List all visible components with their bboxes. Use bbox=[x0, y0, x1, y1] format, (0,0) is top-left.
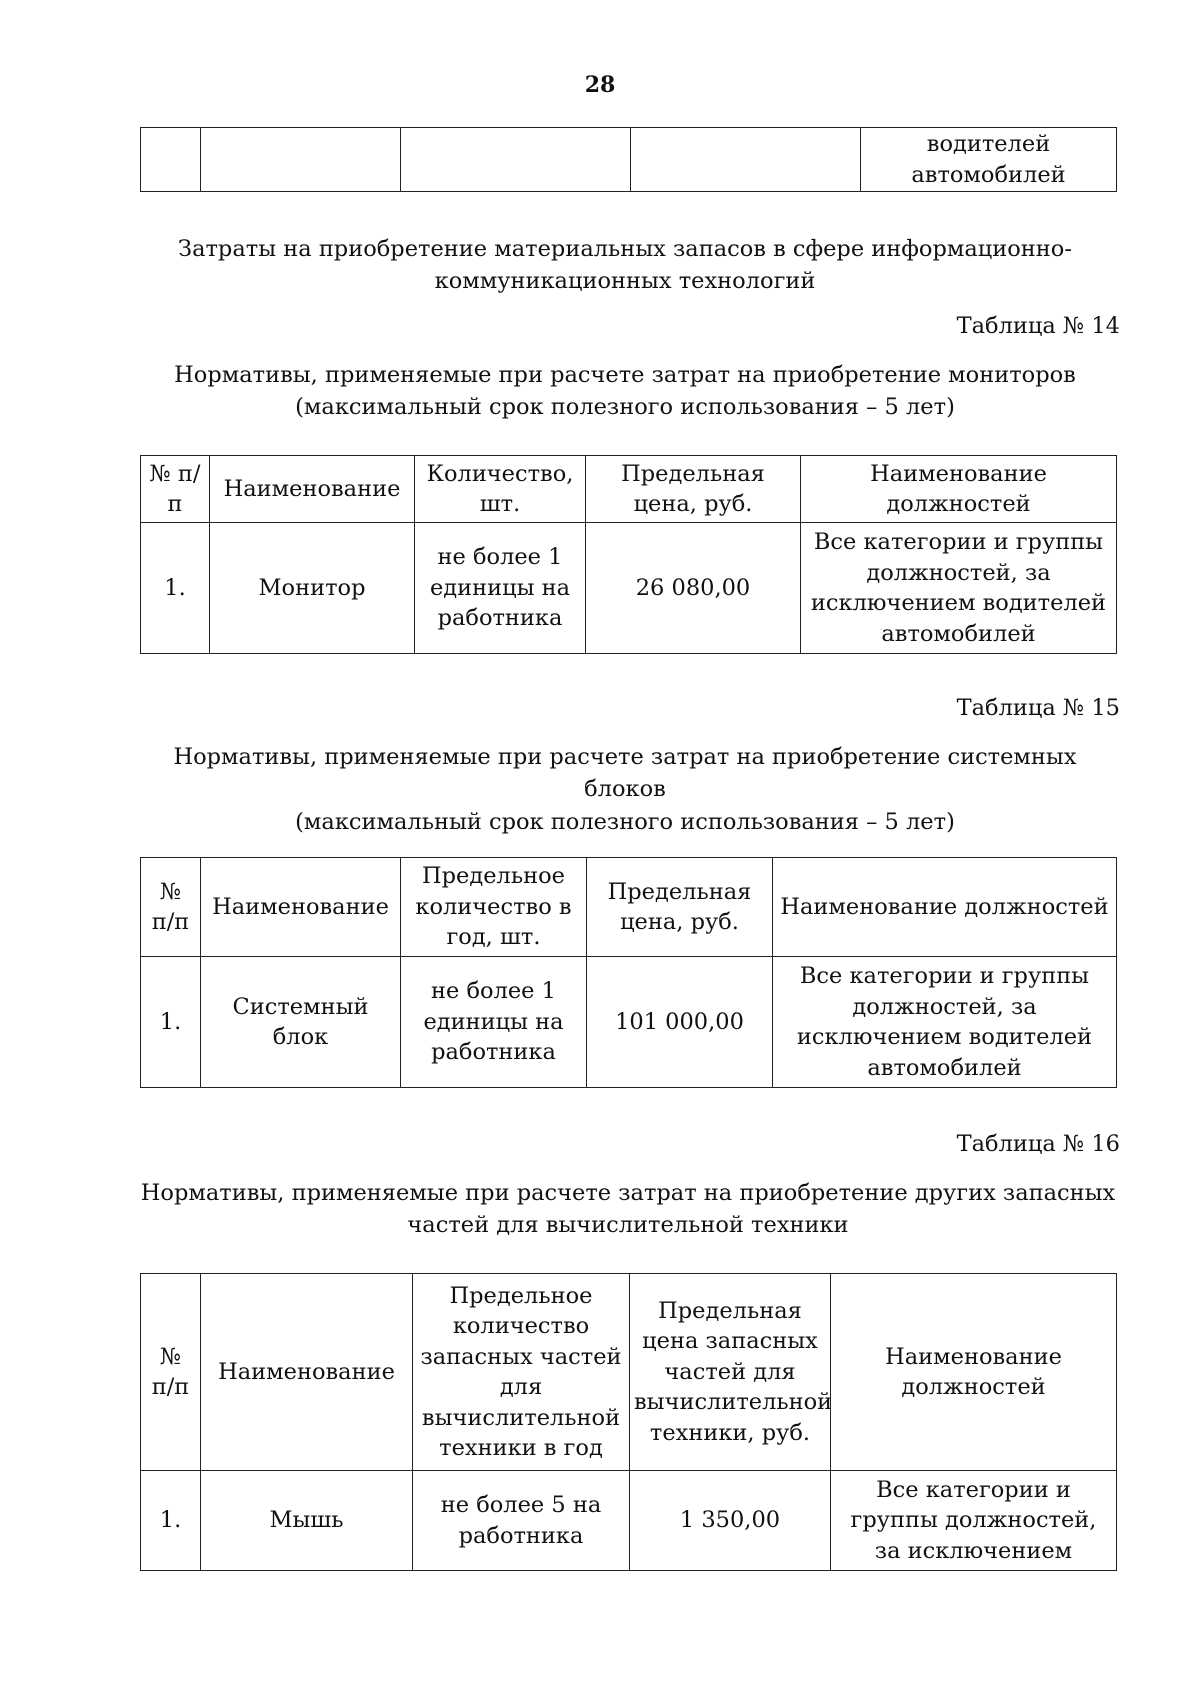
table-cell: 101 000,00 bbox=[587, 957, 773, 1088]
header-cell: Наименование bbox=[201, 858, 401, 957]
table-row bbox=[141, 523, 1117, 654]
header-cell: Предельное количество запасных частей для вычислительной техники в год bbox=[413, 1274, 630, 1471]
header-cell: Предельная цена запасных частей для вычислительной техники, руб. bbox=[630, 1274, 831, 1471]
continuation-table bbox=[140, 127, 1117, 192]
table-cell: водителей автомобилей bbox=[861, 128, 1117, 192]
table-14-label: Таблица № 14 bbox=[956, 313, 1120, 339]
table-cell: Все категории и группы должностей, за исключением bbox=[831, 1471, 1117, 1571]
table-14 bbox=[140, 455, 1117, 654]
table-row bbox=[141, 957, 1117, 1088]
table-15-title: Нормативы, применяемые при расчете затрат на приобретение системных блоков bbox=[173, 744, 1077, 802]
header-cell: Предельная цена, руб. bbox=[586, 456, 801, 523]
table-cell: Монитор bbox=[210, 523, 415, 654]
table-header-row bbox=[141, 1274, 1117, 1471]
table-cell: не более 1 единицы на работника bbox=[401, 957, 587, 1088]
table-row bbox=[141, 1471, 1117, 1571]
table-cell: не более 1 единицы на работника bbox=[415, 523, 586, 654]
table-header-row bbox=[141, 456, 1117, 523]
header-cell: Предельное количество в год, шт. bbox=[401, 858, 587, 957]
table-14-subtitle: (максимальный срок полезного использования – 5 лет) bbox=[295, 394, 955, 420]
table-cell: Мышь bbox=[201, 1471, 413, 1571]
table-cell: 1. bbox=[141, 1471, 201, 1571]
table-16 bbox=[140, 1273, 1117, 1571]
table-cell: Все категории и группы должностей, за исключением водителей автомобилей bbox=[773, 957, 1117, 1088]
table-15-subtitle: (максимальный срок полезного использования – 5 лет) bbox=[295, 809, 955, 835]
header-cell: Наименование должностей bbox=[831, 1274, 1117, 1471]
table-cell bbox=[401, 128, 631, 192]
table-cell: 26 080,00 bbox=[586, 523, 801, 654]
header-cell: Предельная цена, руб. bbox=[587, 858, 773, 957]
table-cell: Все категории и группы должностей, за исключением водителей автомобилей bbox=[801, 523, 1117, 654]
table-header-row bbox=[141, 858, 1117, 957]
header-cell: Наименование bbox=[210, 456, 415, 523]
table-cell bbox=[141, 128, 201, 192]
table-cell: 1. bbox=[141, 957, 201, 1088]
table-15 bbox=[140, 857, 1117, 1088]
table-cell: 1 350,00 bbox=[630, 1471, 831, 1571]
header-cell: Наименование bbox=[201, 1274, 413, 1471]
header-cell: № п/п bbox=[141, 858, 201, 957]
header-cell: № п/п bbox=[141, 456, 210, 523]
header-cell: Наименование должностей bbox=[801, 456, 1117, 523]
table-cell: не более 5 на работника bbox=[413, 1471, 630, 1571]
table-16-label: Таблица № 16 bbox=[956, 1131, 1120, 1157]
header-cell: Наименование должностей bbox=[773, 858, 1117, 957]
table-cell bbox=[201, 128, 401, 192]
header-cell: № п/п bbox=[141, 1274, 201, 1471]
table-15-label: Таблица № 15 bbox=[956, 695, 1120, 721]
table-cell bbox=[631, 128, 861, 192]
header-cell: Количество, шт. bbox=[415, 456, 586, 523]
table-row bbox=[141, 128, 1117, 192]
table-cell: Системный блок bbox=[201, 957, 401, 1088]
table-16-title: Нормативы, применяемые при расчете затрат на приобретение других запасных частей для вычислительной техники bbox=[140, 1180, 1116, 1238]
section-title: Затраты на приобретение материальных запасов в сфере информационно-коммуникационных технологий bbox=[178, 236, 1072, 294]
table-14-title: Нормативы, применяемые при расчете затрат на приобретение мониторов bbox=[174, 362, 1076, 388]
table-cell: 1. bbox=[141, 523, 210, 654]
page-number: 28 bbox=[584, 72, 616, 98]
